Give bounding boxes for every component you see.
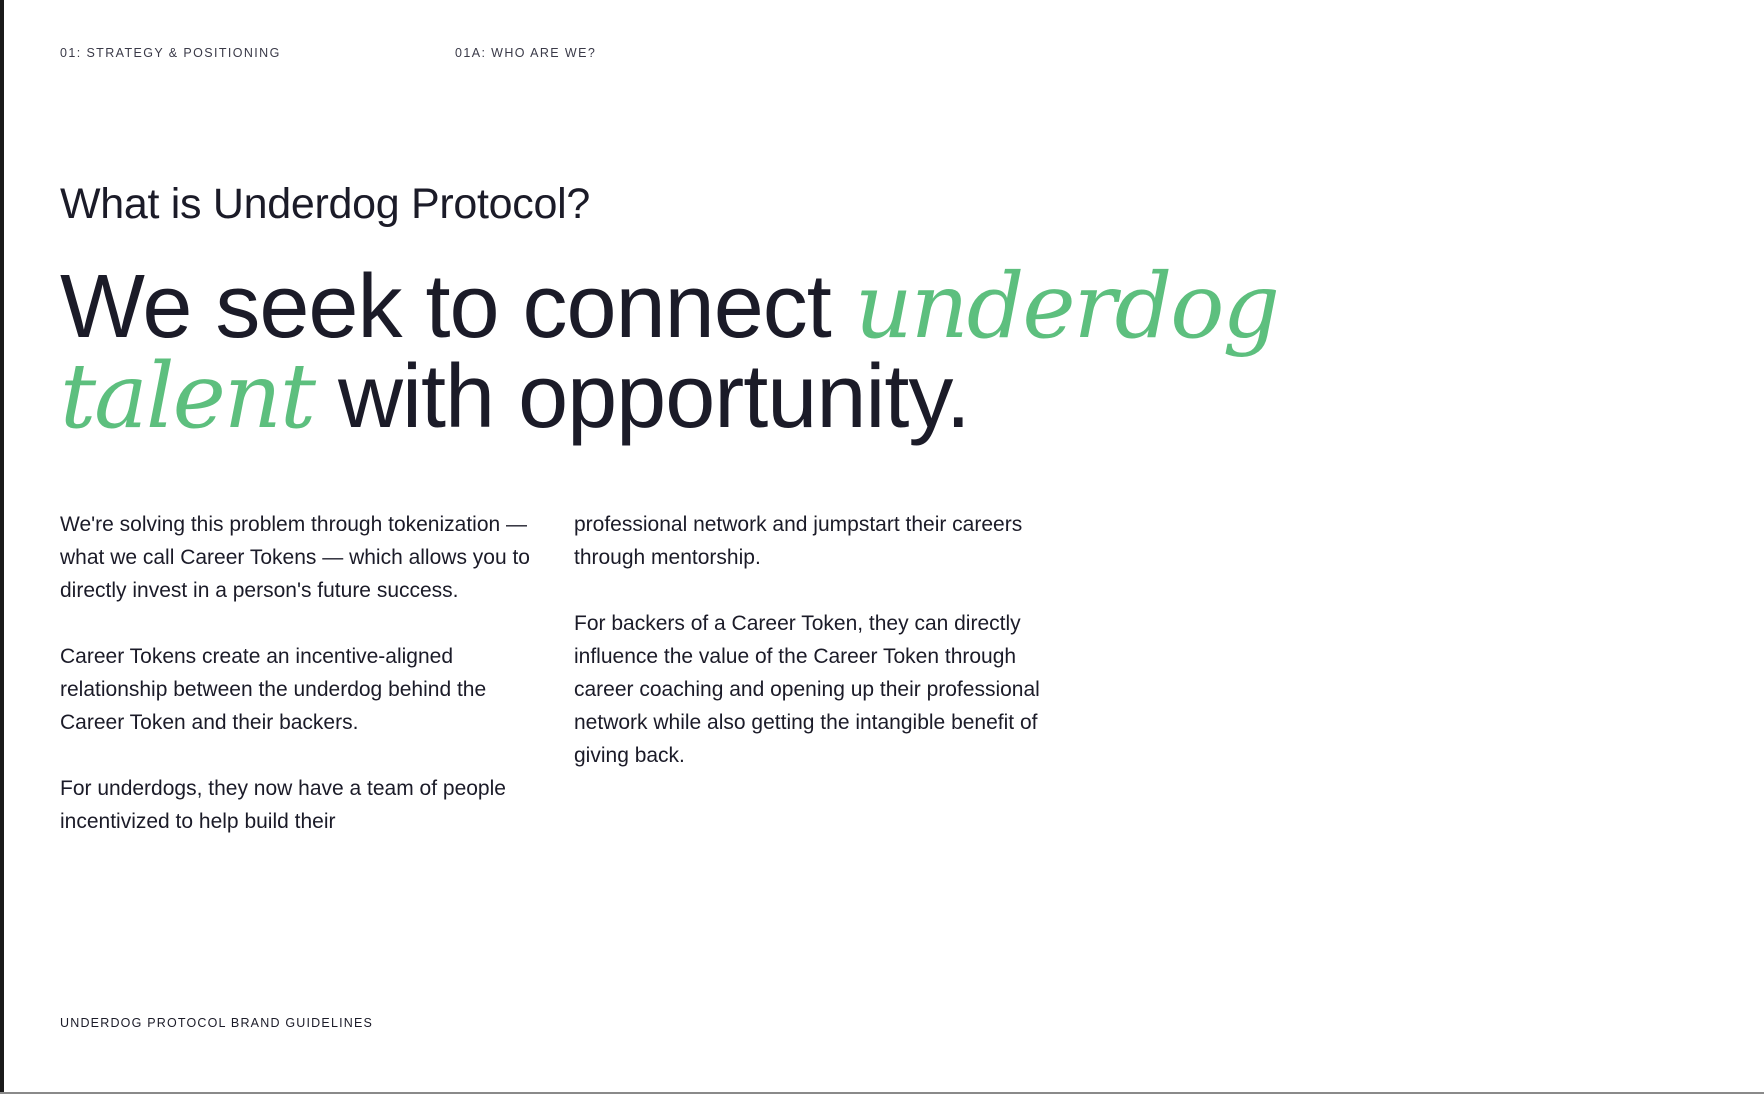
section-label: 01: STRATEGY & POSITIONING [60,46,281,60]
body-column-left [60,508,532,871]
headline-part-1: We seek to connect [60,257,855,357]
body-paragraph: professional network and jumpstart their careers through mentorship. [574,513,1023,569]
headline [60,254,1300,449]
body-columns [60,508,1060,871]
body-column-right [574,508,1046,871]
headline-part-2: with opportunity. [314,347,970,447]
headline-accent-underdog: underdog [854,254,1279,359]
body-paragraph: Career Tokens create an incentive-aligned relationship between the underdog behind the Career Token and their backers. [60,645,487,734]
body-paragraph: For underdogs, they now have a team of people incentivized to help build their [60,777,506,833]
page-question: What is Underdog Protocol? [60,180,590,228]
body-paragraph: For backers of a Career Token, they can directly influence the value of the Career Token through career coaching and opening up their professional network while also getting the intangible benefit of giving back. [574,612,1040,767]
headline-accent-talent: talent [60,344,315,449]
body-paragraph: We're solving this problem through tokenization — what we call Career Tokens — which allows you to directly invest in a person's future success. [60,513,530,602]
footer-label: UNDERDOG PROTOCOL BRAND GUIDELINES [60,1016,374,1030]
subsection-label: 01A: WHO ARE WE? [455,46,597,60]
